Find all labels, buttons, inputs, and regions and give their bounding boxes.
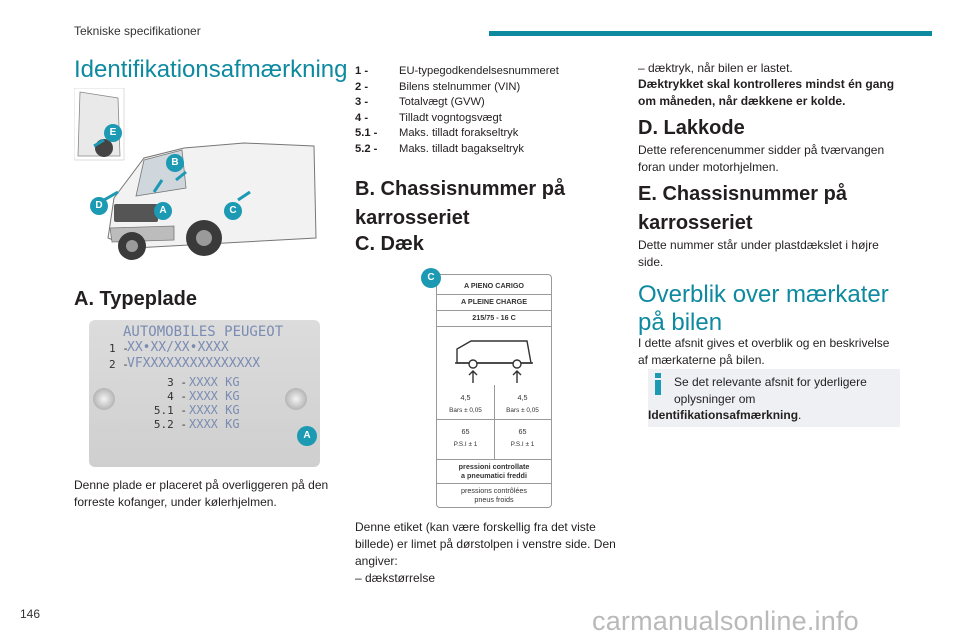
plate-row-value-3: XXXX KG [189,375,240,389]
tyre-description: Denne etiket (kan være forskellig fra det viste billede) er limet på dørstolpen i venstre side. Den angiver: [355,520,616,568]
typeplate-legend-list [355,64,615,157]
watermark: carmanualsonline.info [592,606,859,636]
label-van-icon [447,333,541,385]
plate-row-value-6: XXXX KG [189,417,240,431]
list-item [355,80,615,96]
marker-a: A [154,202,172,220]
list-item-text: EU-typegodkendelsesnummeret [399,65,559,77]
label-it-1: pressioni controllate [458,462,530,471]
plate-brand: AUTOMOBILES PEUGEOT [123,324,284,340]
list-item-num: 1 - [355,65,369,77]
paint-code-description: Dette referencenummer sidder på tværvangen foran under motorhjelmen. [638,143,885,174]
van-drawing [74,88,320,270]
heading-paint-code: D. Lakkode [638,117,745,139]
marker-e: E [104,124,122,142]
typeplate-image [89,320,320,467]
list-item-text: Maks. tilladt bagakseltryk [399,142,524,155]
marker-c: C [224,202,242,220]
list-item-num: 5.2 - [355,142,378,155]
section-title-overview: Overblik over mærkater på bilen [638,281,889,336]
plate-row-value-2: VFXXXXXXXXXXXXXXX [127,356,261,371]
label-bars-unit-right: Bars ± 0,05 [506,407,539,414]
tyre-marker-c: C [421,268,441,288]
plate-row-value-4: XXXX KG [189,389,240,403]
label-psi-unit-left: P.S.I ± 1 [453,441,478,448]
tyre-pressure-warning: Dæktrykket skal kontrolleres mindst én gang om måneden, når dækkene er kolde. [638,77,895,108]
info-note-link: Identifikationsafmærkning [648,408,799,422]
plate-rivet-right [285,388,307,410]
info-note-end: . [798,408,802,422]
plate-row-value-5: XXXX KG [189,403,240,417]
label-bars-unit-left: Bars ± 0,05 [449,407,482,414]
plate-row-value-1: XX•XX/XX•XXXX [127,340,229,355]
info-note-reference [648,407,801,424]
info-icon [652,373,664,395]
heading-chassis-b: B. Chassisnummer på karrosseriet [355,178,566,229]
plate-rivet-left [93,388,115,410]
list-item [355,64,615,80]
list-item [355,142,615,158]
list-item [355,111,615,127]
tyre-info-item-pressure: – dæktryk, når bilen er lastet. [638,61,793,75]
label-bar-right: 4,5 [517,393,528,402]
marker-b: B [166,154,184,172]
list-item-text: Bilens stelnummer (VIN) [399,80,521,93]
plate-marker-a: A [297,426,317,446]
list-item-num: 3 - [355,96,369,108]
list-item-num: 5.1 - [355,127,378,139]
list-item-num: 4 - [355,111,369,124]
heading-chassis-e: E. Chassisnummer på karrosseriet [638,183,847,234]
label-psi-left: 65 [461,427,470,436]
overview-description: I dette afsnit gives et overblik og en beskrivelse af mærkaterne på bilen. [638,336,890,367]
list-item-text: Maks. tilladt forakseltryk [399,127,519,139]
marker-d: D [90,197,108,215]
typeplate-description: Denne plade er placeret på overliggeren på den forreste kofanger, under kølerhjelmen. [74,478,329,509]
label-line-fr: A PLEINE CHARGE [460,297,528,306]
label-it-2: a pneumatici freddi [461,471,527,480]
tyre-info-item-size: – dækstørrelse [355,571,436,585]
plate-row-num-2: 2 - [109,358,129,371]
plate-row-num-6: 5.2 - [153,418,187,431]
label-psi-right: 65 [518,427,527,436]
label-psi-unit-right: P.S.I ± 1 [510,441,535,448]
label-line-it: A PIENO CARIGO [463,281,525,290]
section-title-identification: Identifikationsafmærkning [74,56,348,83]
list-item [355,126,615,142]
label-bar-left: 4,5 [460,393,471,402]
header-accent-bar [489,31,932,36]
list-item [355,95,615,111]
info-note-text: Se det relevante afsnit for yderligere oplysninger om [674,375,867,406]
page-number: 146 [20,607,41,621]
plate-row-num-5: 5.1 - [153,404,187,417]
label-fr-1: pressions contrôlées [461,486,527,495]
heading-tyres: C. Dæk [355,233,424,255]
plate-row-num-1: 1 - [109,342,129,355]
list-item-text: Totalvægt (GVW) [399,96,485,108]
tyre-pressure-label [436,274,552,508]
label-tyre-size: 215/75 - 16 C [472,313,516,322]
label-fr-2: pneus froids [474,495,514,504]
heading-typeplate: A. Typeplade [74,288,197,310]
plate-row-num-4: 4 - [167,390,187,403]
van-illustration [74,88,320,270]
plate-row-num-3: 3 - [167,376,187,389]
chassis-e-description: Dette nummer står under plastdækslet i højre side. [638,238,879,269]
running-header: Tekniske specifikationer [74,24,201,38]
list-item-num: 2 - [355,80,369,93]
list-item-text: Tilladt vogntogsvægt [399,111,502,124]
